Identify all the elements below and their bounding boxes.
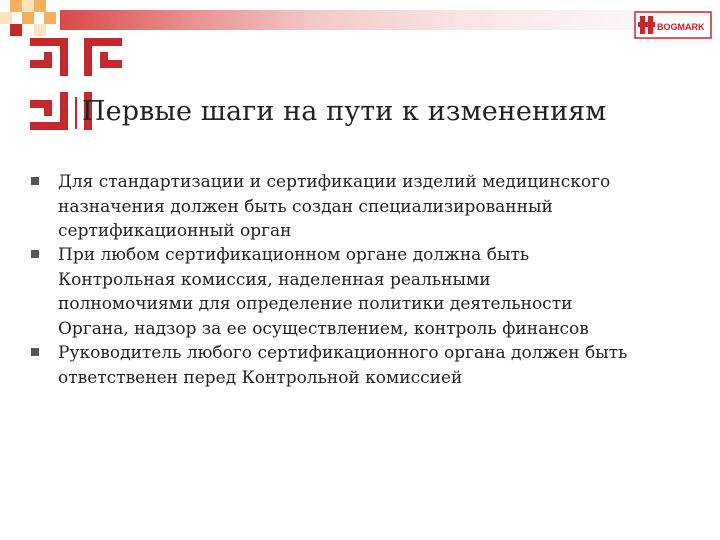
- decor-square: [34, 0, 46, 12]
- decor-square: [34, 24, 46, 36]
- bogmark-logo-icon: [634, 11, 712, 39]
- decor-square: [44, 12, 56, 24]
- decor-square: [10, 0, 22, 12]
- square-bullet-icon: [31, 348, 39, 356]
- square-bullet-icon: [31, 177, 39, 185]
- decor-square: [0, 12, 12, 24]
- list-item: [31, 170, 701, 243]
- list-item: [31, 341, 701, 390]
- list-item: [31, 243, 701, 341]
- decor-square: [10, 24, 22, 36]
- bullet-text: Руководитель любого сертификационного органа должен быть ответственен перед Контрольной комиссией: [58, 343, 628, 388]
- decor-square: [22, 12, 34, 24]
- bullet-text: При любом сертификационном органе должна быть Контрольная комиссия, наделенная реальными полномочиями для определение политики деятельности Органа, надзор за ее осуществлением, контроль финансов: [58, 245, 589, 339]
- top-gradient-band: [60, 10, 720, 30]
- decor-square: [22, 0, 34, 12]
- bullet-list: [31, 170, 701, 390]
- bullet-text: Для стандартизации и сертификации изделий медицинского назначения должен быть создан специализированный сертификационный орган: [58, 172, 611, 241]
- title-accent-line: [75, 97, 77, 129]
- logo-text: BOGMARK: [657, 22, 705, 32]
- square-bullet-icon: [31, 250, 39, 258]
- slide-title: Первые шаги на пути к изменениям: [82, 96, 607, 127]
